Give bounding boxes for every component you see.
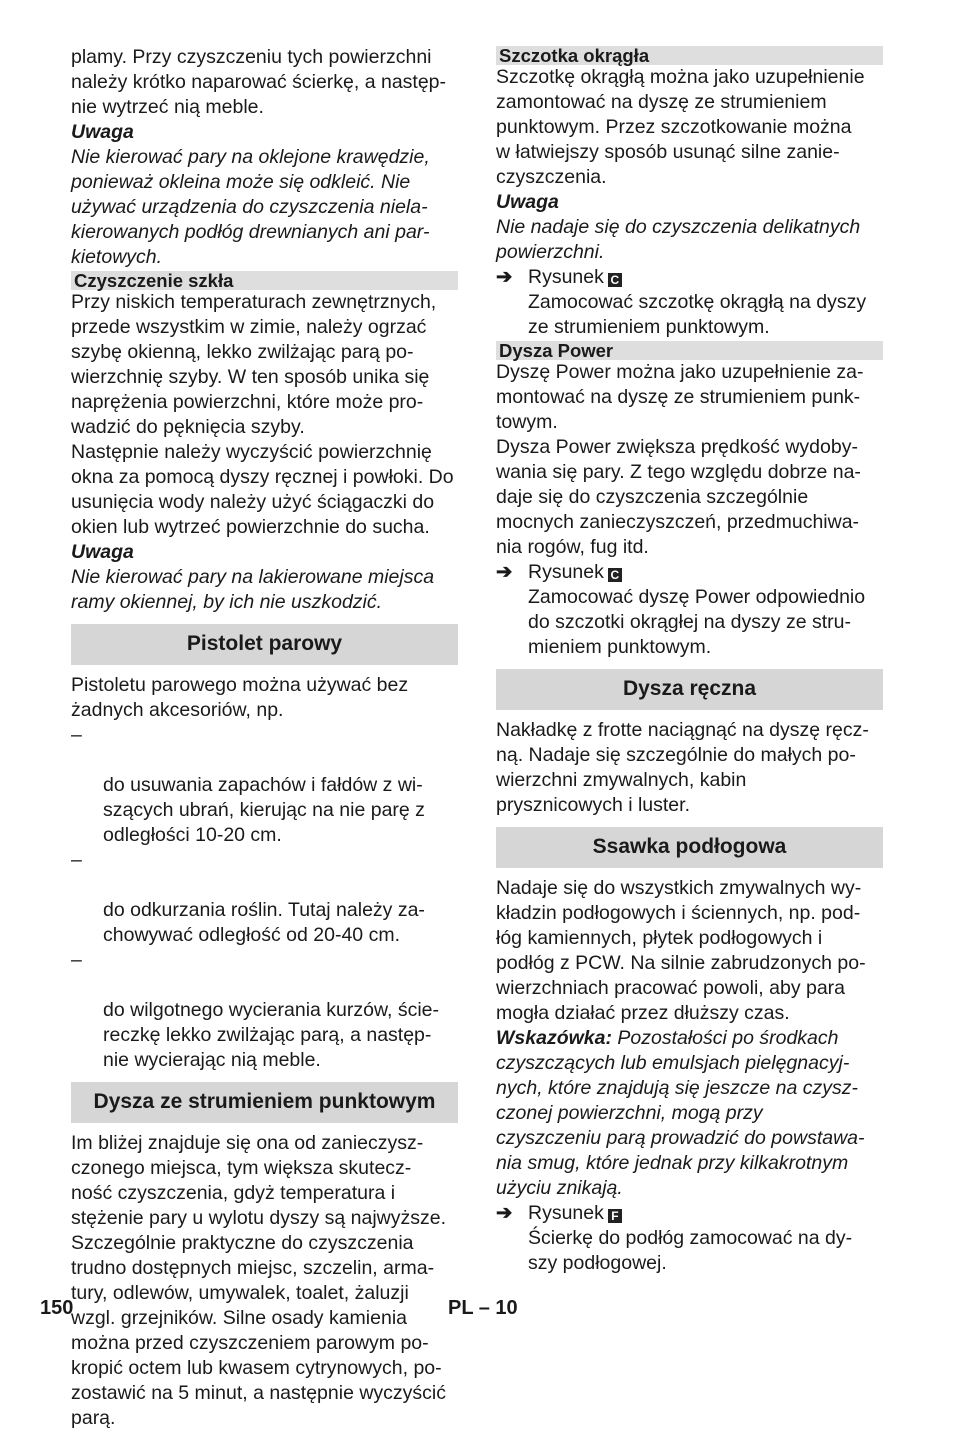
figure-reference: [496, 265, 883, 290]
figure-label: Rysunek: [528, 561, 604, 583]
figure-reference: [496, 560, 883, 585]
subheading-round-brush: Szczotka okrągła: [496, 46, 883, 65]
paragraph: Przy niskich temperaturach zewnętrznych, przede wszystkim w zimie, należy ogrzać szybę okienną, lekko zwilżając parą po- wierzchnię szyby. W ten sposób unika się naprężenia powierzchni, które może pro- wadzić do pęknięcia szyby.: [71, 291, 437, 438]
paragraph: Dyszę Power można jako uzupełnienie za- montować na dyszę ze strumieniem punk- towym.: [496, 361, 864, 433]
figure-label: Rysunek: [528, 1202, 604, 1224]
list-item-text: do odkurzania roślin. Tutaj należy za- chowywać odległość od 20-40 cm.: [103, 899, 425, 946]
list-item-text: do wilgotnego wycierania kurzów, ście- reczkę lekko zwilżając parą, a następ- nie wycierając nią meble.: [103, 999, 439, 1071]
subheading-power-nozzle: Dysza Power: [496, 341, 883, 360]
section-heading-spot-nozzle: Dysza ze strumieniem punktowym: [71, 1082, 458, 1123]
paragraph: Nadaje się do wszystkich zmywalnych wy- kładzin podłogowych i ściennych, np. pod- łóg kamiennych, płytek podłogowych i podłóg z PCW. Na silnie zabrudzonych po- wierzchniach pracować powoli, aby para mogła działać przez dłuższy czas.: [496, 877, 866, 1024]
figure-letter-badge: C: [608, 273, 622, 287]
page-code: PL – 10: [448, 1297, 518, 1319]
section-heading-hand-nozzle: Dysza ręczna: [496, 669, 883, 710]
note-text: Nie kierować pary na lakierowane miejsca ramy okiennej, by ich nie uszkodzić.: [71, 566, 435, 613]
section-heading-floor-nozzle: Ssawka podłogowa: [496, 827, 883, 868]
note-heading: Uwaga: [71, 121, 134, 143]
figure-label: Rysunek: [528, 266, 604, 288]
note-text: Nie nadaje się do czyszczenia delikatnych powierzchni.: [496, 216, 861, 263]
paragraph: Szczotkę okrągłą można jako uzupełnienie zamontować na dyszę ze strumieniem punktowym. Przez szczotkowanie można w łatwiejszy sposób usunąć silne zanie- czyszczenia.: [496, 66, 865, 188]
note-heading: Uwaga: [496, 191, 559, 213]
figure-letter-badge: F: [608, 1209, 622, 1223]
list-item-text: do usuwania zapachów i fałdów z wi- szących ubrań, kierując na nie parę z odległości 10-20 cm.: [103, 774, 425, 846]
list-item: [71, 848, 458, 948]
note-text: Nie kierować pary na oklejone krawędzie, ponieważ okleina może się odkleić. Nie używać urządzenia do czyszczenia niela- kierowanych podłóg drewnianych ani par- kietowych.: [71, 146, 430, 268]
right-column: [496, 45, 883, 1276]
hint-text: Pozostałości po środkach czyszczących lub emulsjach pielęgnacyj- nych, które znajdują się jeszcze na czysz- czonej powierzchni, mogą przy czyszczeniu parą prowadzić do powstawa- nia smug, które jednak przy kilkakrotnym użyciu znikają.: [496, 1027, 865, 1199]
section-heading-steam-gun: Pistolet parowy: [71, 624, 458, 665]
instruction-text: Zamocować szczotkę okrągłą na dyszy ze strumieniem punktowym.: [528, 291, 867, 338]
list-item: [71, 723, 458, 848]
hint-paragraph: [496, 1026, 883, 1201]
page-number: 150: [40, 1297, 74, 1319]
dash-bullet: –: [71, 949, 82, 971]
paragraph: Nakładkę z frotte naciągnąć na dyszę ręcz- ną. Nadaje się szczególnie do małych po- wierzchni zmywalnych, kabin prysznicowych i luster.: [496, 719, 869, 816]
note-heading: Uwaga: [71, 541, 134, 563]
paragraph: Im bliżej znajduje się ona od zanieczysz- czonego miejsca, tym większa skutecz- ność czyszczenia, gdyż temperatura i stężenie pary u wylotu dyszy są najwyższe. Szczególnie praktyczne do czyszczenia trudno dostępnych miejsc, szczelin, arma- tury, odlewów, umywalek, toalet, żaluzji wzgl. grzejników. Silne osady kamienia można przed czyszczeniem parowym po- kropić octem lub kwasem cytrynowych, po- zostawić na 5 minut, a następnie wyczyścić parą.: [71, 1132, 446, 1429]
hint-label: Wskazówka:: [496, 1027, 612, 1049]
list-item: [71, 948, 458, 1073]
arrow-right-icon: ➔: [496, 561, 513, 583]
figure-reference: [496, 1201, 883, 1226]
arrow-right-icon: ➔: [496, 1202, 513, 1224]
paragraph: Pistoletu parowego można używać bez żadnych akcesoriów, np.: [71, 674, 409, 721]
paragraph: Następnie należy wyczyścić powierzchnię okna za pomocą dyszy ręcznej i powłoki. Do usunięcia wody należy użyć ściągaczki do okien lub wytrzeć powierzchnie do sucha.: [71, 441, 454, 538]
paragraph: plamy. Przy czyszczeniu tych powierzchni należy krótko naparować ścierkę, a następ- nie wytrzeć nią meble.: [71, 46, 447, 118]
dash-bullet: –: [71, 724, 82, 746]
instruction-text: Ścierkę do podłóg zamocować na dy- szy podłogowej.: [528, 1227, 853, 1274]
figure-letter-badge: C: [608, 568, 622, 582]
left-column: [71, 45, 458, 1431]
instruction-text: Zamocować dyszę Power odpowiednio do szczotki okrągłej na dyszy ze stru- mieniem punktowym.: [528, 586, 866, 658]
arrow-right-icon: ➔: [496, 266, 513, 288]
paragraph: Dysza Power zwiększa prędkość wydoby- wania się pary. Z tego względu dobrze na- daje się do czyszczenia szczególnie mocnych zanieczyszczeń, przedmuchiwa- nia rogów, fug itd.: [496, 436, 861, 558]
dash-bullet: –: [71, 849, 82, 871]
subheading-glass-cleaning: Czyszczenie szkła: [71, 271, 458, 290]
